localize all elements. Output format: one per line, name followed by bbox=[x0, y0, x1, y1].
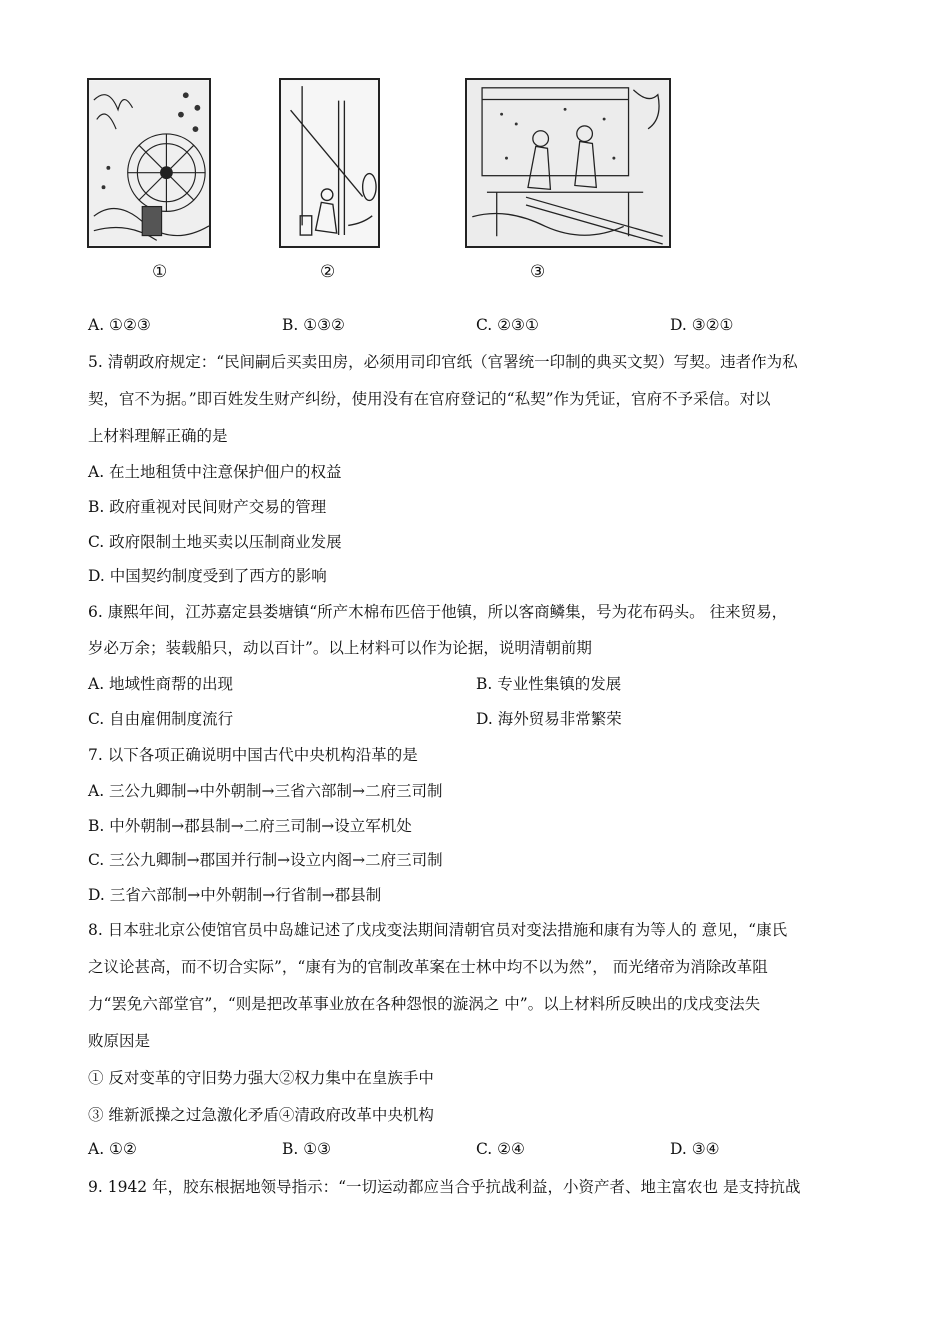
q7-option-d: D. 三省六部制→中外朝制→行省制→郡县制 bbox=[88, 886, 382, 904]
q5-option-c: C. 政府限制土地买卖以压制商业发展 bbox=[88, 533, 342, 551]
q8-stem-line-3: 力“罢免六部堂官”，“则是把改革事业放在各种怨恨的漩涡之 中”。以上材料所反映出的戊戌变法失 bbox=[88, 995, 761, 1013]
q8-option-b: B. ①③ bbox=[282, 1140, 332, 1158]
figure-3-label: ③ bbox=[530, 262, 546, 282]
q8-stem-line-2: 之议论甚高，而不切合实际”，“康有为的官制改革案在士林中均不以为然”， 而光绪帝为消除改革阻 bbox=[88, 958, 768, 976]
q8-option-a: A. ①② bbox=[88, 1140, 137, 1158]
q6-stem-line-2: 岁必万余；装载船只，动以百计”。以上材料可以作为论据，说明清朝前期 bbox=[88, 639, 592, 657]
q6-option-d: D. 海外贸易非常繁荣 bbox=[476, 710, 622, 728]
figure-1-water-wheel bbox=[87, 78, 211, 248]
figure-3-treadle-pump bbox=[465, 78, 671, 248]
treadle-pump-illustration bbox=[467, 80, 669, 246]
q6-stem-line-1: 6. 康熙年间，江苏嘉定县娄塘镇“所产木棉布匹倍于他镇，所以客商鳞集，号为花布码头。 往来贸易， bbox=[88, 603, 788, 621]
q8-stem-line-4: 败原因是 bbox=[88, 1032, 151, 1050]
q6-option-c: C. 自由雇佣制度流行 bbox=[88, 710, 234, 728]
q6-option-a: A. 地域性商帮的出现 bbox=[88, 675, 234, 693]
q8-stem-line-1: 8. 日本驻北京公使馆官员中岛雄记述了戊戌变法期间清朝官员对变法措施和康有为等人的 意见，“康氏 bbox=[88, 921, 788, 939]
q4-option-b: B. ①③② bbox=[282, 316, 345, 334]
q7-option-b: B. 中外朝制→郡县制→二府三司制→设立军机处 bbox=[88, 817, 412, 835]
q9-stem-line-1: 9. 1942 年，胶东根据地领导指示：“一切运动都应当合乎抗战利益，小资产者、地主富农也 是支持抗战 bbox=[88, 1178, 801, 1196]
q7-option-c: C. 三公九卿制→郡国并行制→设立内阁→二府三司制 bbox=[88, 851, 443, 869]
figure-2-well-sweep bbox=[279, 78, 380, 248]
q5-stem-line-3: 上材料理解正确的是 bbox=[88, 427, 228, 445]
q7-option-a: A. 三公九卿制→中外朝制→三省六部制→二府三司制 bbox=[88, 782, 443, 800]
water-wheel-illustration bbox=[89, 80, 209, 246]
q8-statement-2: ③ 维新派操之过急激化矛盾④清政府改革中央机构 bbox=[88, 1106, 434, 1124]
q4-option-c: C. ②③① bbox=[476, 316, 539, 334]
q8-statement-1: ① 反对变革的守旧势力强大②权力集中在皇族手中 bbox=[88, 1069, 434, 1087]
q4-option-d: D. ③②① bbox=[670, 316, 734, 334]
figure-2-label: ② bbox=[320, 262, 336, 282]
q7-stem: 7. 以下各项正确说明中国古代中央机构沿革的是 bbox=[88, 746, 418, 764]
q5-option-a: A. 在土地租赁中注意保护佃户的权益 bbox=[88, 463, 342, 481]
q8-option-d: D. ③④ bbox=[670, 1140, 720, 1158]
q5-option-b: B. 政府重视对民间财产交易的管理 bbox=[88, 498, 327, 516]
q4-option-a: A. ①②③ bbox=[88, 316, 151, 334]
well-sweep-illustration bbox=[281, 80, 378, 246]
q8-option-c: C. ②④ bbox=[476, 1140, 525, 1158]
q6-option-b: B. 专业性集镇的发展 bbox=[476, 675, 622, 693]
q5-stem-line-2: 契，官不为据。”即百姓发生财产纠纷，使用没有在官府登记的“私契”作为凭证，官府不予采信。对以 bbox=[88, 390, 771, 408]
figure-1-label: ① bbox=[152, 262, 168, 282]
q5-stem-line-1: 5. 清朝政府规定：“民间嗣后买卖田房，必须用司印官纸（官署统一印制的典买文契）写契。违者作为私 bbox=[88, 353, 798, 371]
q5-option-d: D. 中国契约制度受到了西方的影响 bbox=[88, 567, 327, 585]
